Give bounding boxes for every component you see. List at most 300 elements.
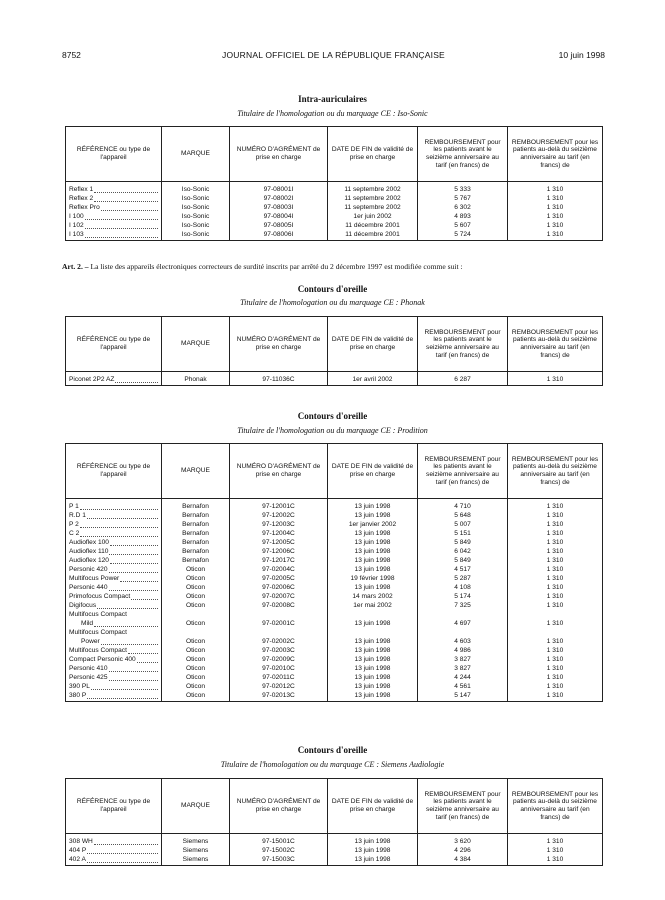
table-row (66, 521, 603, 530)
column-header-ref: RÉFÉRENCE ou type de l'appareil (66, 779, 162, 834)
cell-date-fin (328, 611, 418, 620)
column-header-marque: MARQUE (162, 444, 230, 499)
column-header-remb-apres: REMBOURSEMENT pour les patients au-delà du seizième anniversaire au tarif (en francs) de (508, 779, 603, 834)
leader-dots (91, 683, 158, 690)
cell-remb-apres: 1 310 (508, 602, 603, 611)
cell-marque: Phonak (162, 372, 230, 386)
cell-remb-avant: 5 174 (418, 593, 508, 602)
cell-reference (66, 512, 162, 521)
cell-marque: Bernafon (162, 539, 230, 548)
cell-date-fin: 13 juin 1998 (328, 539, 418, 548)
reference-text: Reflex Pro (69, 204, 100, 211)
article-text: La liste des appareils électroniques correcteurs de surdité inscrits par arrêté du 2 décembre 1997 est modifiée comme suit : (90, 262, 463, 271)
cell-remb-avant: 5 648 (418, 512, 508, 521)
table-row (66, 566, 603, 575)
cell-remb-apres: 1 310 (508, 195, 603, 204)
table-row (66, 530, 603, 539)
table-row (66, 213, 603, 222)
table-row (66, 683, 603, 692)
reference-text: P 1 (69, 503, 79, 510)
column-header-numero: NUMÉRO D'AGRÉMENT de prise en charge (230, 444, 328, 499)
column-header-numero: NUMÉRO D'AGRÉMENT de prise en charge (230, 127, 328, 182)
cell-date-fin: 13 juin 1998 (328, 665, 418, 674)
section-subtitle: Titulaire de l'homologation ou du marquage CE : Prodition (237, 426, 428, 435)
cell-remb-avant (418, 611, 508, 620)
cell-remb-avant: 4 296 (418, 847, 508, 856)
cell-remb-apres: 1 310 (508, 584, 603, 593)
cell-date-fin: 13 juin 1998 (328, 620, 418, 629)
cell-remb-avant: 5 147 (418, 692, 508, 702)
leader-dots (137, 656, 158, 663)
leader-dots (110, 539, 158, 546)
cell-remb-apres: 1 310 (508, 847, 603, 856)
cell-date-fin: 11 septembre 2002 (328, 195, 418, 204)
cell-numero: 97-02007C (230, 593, 328, 602)
cell-remb-apres: 1 310 (508, 566, 603, 575)
column-header-remb-apres: REMBOURSEMENT pour les patients au-delà du seizième anniversaire au tarif (en francs) de (508, 317, 603, 372)
table-phonak (65, 316, 603, 386)
cell-numero: 97-12004C (230, 530, 328, 539)
cell-remb-apres (508, 611, 603, 620)
cell-remb-apres: 1 310 (508, 593, 603, 602)
cell-remb-apres: 1 310 (508, 213, 603, 222)
cell-numero: 97-08005I (230, 222, 328, 231)
cell-reference (66, 204, 162, 213)
cell-reference (66, 647, 162, 656)
table-row (66, 620, 603, 629)
cell-reference (66, 548, 162, 557)
cell-remb-apres: 1 310 (508, 638, 603, 647)
cell-date-fin: 13 juin 1998 (328, 557, 418, 566)
cell-remb-avant: 6 042 (418, 548, 508, 557)
cell-remb-avant: 3 827 (418, 656, 508, 665)
leader-dots (109, 584, 159, 591)
cell-remb-apres: 1 310 (508, 674, 603, 683)
table-header-row (66, 444, 603, 499)
reference-text: Multifocus Compact (69, 611, 127, 618)
reference-text: Personic 410 (69, 664, 108, 672)
cell-remb-avant: 4 603 (418, 638, 508, 647)
leader-dots (85, 231, 158, 238)
leader-dots (80, 503, 158, 510)
cell-remb-apres: 1 310 (508, 665, 603, 674)
cell-numero: 97-12006C (230, 548, 328, 557)
cell-reference (66, 521, 162, 530)
cell-date-fin: 13 juin 1998 (328, 530, 418, 539)
article-label: Art. 2. – (62, 262, 89, 271)
cell-remb-avant: 6 287 (418, 372, 508, 386)
leader-dots (87, 856, 158, 863)
table-row (66, 195, 603, 204)
cell-date-fin: 19 février 1998 (328, 575, 418, 584)
cell-marque: Siemens (162, 847, 230, 856)
reference-text: Piconet 2P2 AZ (69, 376, 115, 383)
table-row (66, 647, 603, 656)
table-row (66, 512, 603, 521)
cell-remb-apres (508, 629, 603, 638)
cell-remb-avant: 4 517 (418, 566, 508, 575)
cell-remb-avant: 4 108 (418, 584, 508, 593)
cell-numero: 97-02005C (230, 575, 328, 584)
cell-numero: 97-02004C (230, 566, 328, 575)
cell-reference (66, 539, 162, 548)
cell-marque: Oticon (162, 638, 230, 647)
cell-numero (230, 611, 328, 620)
cell-numero: 97-02008C (230, 602, 328, 611)
cell-numero: 97-08003I (230, 204, 328, 213)
leader-dots (94, 186, 158, 193)
cell-remb-avant: 4 384 (418, 856, 508, 866)
cell-numero: 97-15003C (230, 856, 328, 866)
cell-remb-avant: 5 607 (418, 222, 508, 231)
cell-reference (66, 638, 162, 647)
issue-date: 10 juin 1998 (558, 50, 605, 60)
cell-reference (66, 222, 162, 231)
cell-remb-avant: 4 893 (418, 213, 508, 222)
cell-remb-avant: 3 827 (418, 665, 508, 674)
reference-text: Digifocus (69, 602, 97, 609)
cell-marque: Bernafon (162, 521, 230, 530)
reference-text: 402 A (69, 856, 86, 863)
reference-text: Audioflex 120 (69, 557, 109, 564)
leader-dots (94, 838, 158, 845)
table-row (66, 548, 603, 557)
reference-text: Compact Personic 400 (69, 655, 136, 663)
table-header-row (66, 317, 603, 372)
cell-reference (66, 575, 162, 584)
cell-numero: 97-02011C (230, 674, 328, 683)
leader-dots (94, 195, 158, 202)
table-row (66, 638, 603, 647)
reference-text: Primofocus Compact (69, 593, 131, 600)
cell-remb-avant: 5 333 (418, 182, 508, 196)
cell-reference (66, 656, 162, 665)
table-row (66, 182, 603, 196)
cell-marque (162, 611, 230, 620)
cell-date-fin: 1er mai 2002 (328, 602, 418, 611)
cell-reference (66, 231, 162, 241)
cell-marque: Bernafon (162, 499, 230, 513)
column-header-remb-avant: REMBOURSEMENT pour les patients avant le seizième anniversaire au tarif (en francs) de (418, 127, 508, 182)
cell-marque: Siemens (162, 834, 230, 848)
column-header-ref: RÉFÉRENCE ou type de l'appareil (66, 127, 162, 182)
cell-remb-apres: 1 310 (508, 530, 603, 539)
cell-remb-apres: 1 310 (508, 182, 603, 196)
reference-text: Multifocus Power (69, 575, 120, 582)
page-header (62, 50, 605, 62)
cell-marque: Bernafon (162, 512, 230, 521)
leader-dots (80, 530, 158, 537)
cell-marque: Oticon (162, 620, 230, 629)
cell-marque: Oticon (162, 656, 230, 665)
table-row (66, 222, 603, 231)
cell-date-fin: 13 juin 1998 (328, 647, 418, 656)
cell-numero: 97-08004I (230, 213, 328, 222)
cell-marque: Iso-Sonic (162, 231, 230, 241)
reference-text: 380 P (69, 691, 87, 699)
column-header-date-fin: DATE DE FIN de validité de prise en charge (328, 127, 418, 182)
cell-reference (66, 629, 162, 638)
cell-reference (66, 593, 162, 602)
cell-marque: Bernafon (162, 557, 230, 566)
table-row (66, 602, 603, 611)
cell-reference (66, 692, 162, 702)
table-row (66, 656, 603, 665)
reference-text: Personic 425 (69, 673, 108, 681)
cell-date-fin: 11 décembre 2001 (328, 222, 418, 231)
cell-remb-apres: 1 310 (508, 548, 603, 557)
cell-marque: Oticon (162, 647, 230, 656)
table-header-row (66, 779, 603, 834)
cell-numero: 97-08006I (230, 231, 328, 241)
cell-date-fin: 13 juin 1998 (328, 638, 418, 647)
leader-dots (115, 376, 158, 383)
table-iso-sonic (65, 126, 603, 241)
column-header-ref: RÉFÉRENCE ou type de l'appareil (66, 444, 162, 499)
cell-date-fin (328, 629, 418, 638)
cell-numero: 97-02002C (230, 638, 328, 647)
cell-date-fin: 13 juin 1998 (328, 566, 418, 575)
cell-marque: Oticon (162, 602, 230, 611)
reference-text: Audioflex 110 (69, 548, 109, 555)
table-header-row (66, 127, 603, 182)
section-subtitle: Titulaire de l'homologation ou du marquage CE : Siemens Audiologie (220, 760, 445, 769)
cell-reference (66, 611, 162, 620)
cell-remb-avant: 5 287 (418, 575, 508, 584)
cell-date-fin: 11 septembre 2002 (328, 182, 418, 196)
reference-text: Personic 440 (69, 584, 108, 591)
article-2 (62, 262, 602, 271)
section-title: Contours d'oreille (297, 284, 368, 294)
reference-text: Multifocus Compact (69, 646, 127, 654)
column-header-marque: MARQUE (162, 317, 230, 372)
cell-marque: Oticon (162, 683, 230, 692)
column-header-remb-avant: REMBOURSEMENT pour les patients avant le seizième anniversaire au tarif (en francs) de (418, 444, 508, 499)
reference-text: 404 P (69, 847, 87, 854)
table-row (66, 611, 603, 620)
leader-dots (109, 548, 158, 555)
reference-text: 390 PL (69, 682, 90, 690)
section-title: Intra-auriculaires (298, 94, 367, 104)
cell-date-fin: 13 juin 1998 (328, 856, 418, 866)
leader-dots (87, 847, 158, 854)
cell-remb-apres: 1 310 (508, 557, 603, 566)
cell-reference (66, 584, 162, 593)
leader-dots (101, 638, 158, 645)
reference-text: I 103 (69, 231, 84, 238)
cell-reference (66, 856, 162, 866)
cell-reference (66, 620, 162, 629)
leader-dots (109, 566, 159, 573)
cell-reference (66, 602, 162, 611)
column-header-numero: NUMÉRO D'AGRÉMENT de prise en charge (230, 317, 328, 372)
cell-remb-avant: 5 849 (418, 557, 508, 566)
cell-date-fin: 1er avril 2002 (328, 372, 418, 386)
table-row (66, 593, 603, 602)
cell-numero: 97-02001C (230, 620, 328, 629)
reference-text: Personic 420 (69, 566, 108, 573)
leader-dots (80, 521, 158, 528)
cell-numero: 97-08001I (230, 182, 328, 196)
cell-numero: 97-12003C (230, 521, 328, 530)
cell-marque: Siemens (162, 856, 230, 866)
column-header-numero: NUMÉRO D'AGRÉMENT de prise en charge (230, 779, 328, 834)
reference-text: P 2 (69, 521, 79, 528)
column-header-remb-avant: REMBOURSEMENT pour les patients avant le seizième anniversaire au tarif (en francs) de (418, 317, 508, 372)
cell-date-fin: 13 juin 1998 (328, 683, 418, 692)
table-prodition (65, 443, 603, 702)
cell-date-fin: 13 juin 1998 (328, 512, 418, 521)
reference-text: Audioflex 100 (69, 539, 109, 546)
cell-remb-avant: 4 244 (418, 674, 508, 683)
section-title: Contours d'oreille (297, 411, 368, 421)
reference-text: Reflex 1 (69, 186, 94, 193)
cell-remb-apres: 1 310 (508, 512, 603, 521)
cell-reference (66, 499, 162, 513)
cell-remb-avant: 5 767 (418, 195, 508, 204)
leader-dots (87, 512, 158, 519)
cell-remb-apres: 1 310 (508, 539, 603, 548)
cell-remb-apres: 1 310 (508, 683, 603, 692)
cell-numero: 97-02013C (230, 692, 328, 702)
reference-text: Reflex 2 (69, 195, 94, 202)
column-header-date-fin: DATE DE FIN de validité de prise en charge (328, 444, 418, 499)
leader-dots (109, 665, 159, 672)
cell-marque: Oticon (162, 692, 230, 702)
cell-date-fin: 11 décembre 2001 (328, 231, 418, 241)
table-row (66, 575, 603, 584)
table-row (66, 204, 603, 213)
table-row (66, 499, 603, 513)
cell-reference (66, 566, 162, 575)
cell-numero: 97-02010C (230, 665, 328, 674)
cell-date-fin: 1er juin 2002 (328, 213, 418, 222)
leader-dots (120, 575, 158, 582)
table-row (66, 692, 603, 702)
cell-numero: 97-12001C (230, 499, 328, 513)
table-row (66, 674, 603, 683)
cell-reference (66, 557, 162, 566)
cell-remb-avant (418, 629, 508, 638)
cell-remb-avant: 4 561 (418, 683, 508, 692)
cell-numero: 97-02003C (230, 647, 328, 656)
cell-remb-avant: 7 325 (418, 602, 508, 611)
cell-remb-apres: 1 310 (508, 575, 603, 584)
leader-dots (87, 692, 158, 699)
leader-dots (109, 674, 159, 681)
table-row (66, 372, 603, 386)
cell-marque: Iso-Sonic (162, 195, 230, 204)
cell-reference (66, 665, 162, 674)
cell-remb-apres: 1 310 (508, 521, 603, 530)
cell-numero: 97-11036C (230, 372, 328, 386)
cell-numero: 97-12002C (230, 512, 328, 521)
column-header-date-fin: DATE DE FIN de validité de prise en charge (328, 779, 418, 834)
cell-reference (66, 372, 162, 386)
column-header-remb-avant: REMBOURSEMENT pour les patients avant le seizième anniversaire au tarif (en francs) de (418, 779, 508, 834)
cell-remb-avant: 4 697 (418, 620, 508, 629)
cell-date-fin: 11 septembre 2002 (328, 204, 418, 213)
cell-remb-apres: 1 310 (508, 204, 603, 213)
reference-text: Mild (81, 619, 94, 627)
table-siemens (65, 778, 603, 866)
cell-numero (230, 629, 328, 638)
cell-numero: 97-12005C (230, 539, 328, 548)
cell-marque: Bernafon (162, 548, 230, 557)
reference-text: 308 WH (69, 838, 93, 845)
table-row (66, 231, 603, 241)
cell-marque (162, 629, 230, 638)
cell-date-fin: 13 juin 1998 (328, 584, 418, 593)
leader-dots (110, 557, 158, 564)
reference-text: R.D 1 (69, 512, 86, 519)
column-header-marque: MARQUE (162, 779, 230, 834)
cell-remb-avant: 6 302 (418, 204, 508, 213)
cell-marque: Oticon (162, 665, 230, 674)
table-row (66, 584, 603, 593)
leader-dots (131, 593, 158, 600)
cell-numero: 97-15002C (230, 847, 328, 856)
cell-numero: 97-12017C (230, 557, 328, 566)
cell-reference (66, 530, 162, 539)
cell-remb-avant: 3 620 (418, 834, 508, 848)
cell-date-fin: 13 juin 1998 (328, 499, 418, 513)
cell-date-fin: 13 juin 1998 (328, 847, 418, 856)
table-row (66, 847, 603, 856)
cell-remb-avant: 5 151 (418, 530, 508, 539)
cell-remb-apres: 1 310 (508, 834, 603, 848)
cell-numero: 97-15001C (230, 834, 328, 848)
column-header-date-fin: DATE DE FIN de validité de prise en charge (328, 317, 418, 372)
cell-remb-apres: 1 310 (508, 647, 603, 656)
section-title: Contours d'oreille (297, 745, 368, 755)
cell-marque: Iso-Sonic (162, 182, 230, 196)
leader-dots (128, 647, 158, 654)
reference-text: C 2 (69, 530, 80, 537)
cell-numero: 97-02006C (230, 584, 328, 593)
leader-dots (101, 204, 158, 211)
section-subtitle: Titulaire de l'homologation ou du marquage CE : Iso-Sonic (237, 109, 428, 118)
cell-marque: Oticon (162, 674, 230, 683)
section-subtitle: Titulaire de l'homologation ou du marquage CE : Phonak (240, 298, 425, 307)
leader-dots (85, 213, 158, 220)
cell-marque: Oticon (162, 584, 230, 593)
cell-date-fin: 14 mars 2002 (328, 593, 418, 602)
cell-reference (66, 683, 162, 692)
cell-date-fin: 13 juin 1998 (328, 834, 418, 848)
cell-marque: Oticon (162, 566, 230, 575)
leader-dots (94, 620, 158, 627)
table-row (66, 665, 603, 674)
table-row (66, 629, 603, 638)
cell-marque: Iso-Sonic (162, 213, 230, 222)
cell-remb-apres: 1 310 (508, 372, 603, 386)
cell-reference (66, 195, 162, 204)
column-header-ref: RÉFÉRENCE ou type de l'appareil (66, 317, 162, 372)
cell-reference (66, 674, 162, 683)
cell-remb-apres: 1 310 (508, 222, 603, 231)
journal-title: JOURNAL OFFICIEL DE LA RÉPUBLIQUE FRANÇAISE (222, 50, 445, 60)
leader-dots (97, 602, 158, 609)
cell-remb-apres: 1 310 (508, 692, 603, 702)
column-header-remb-apres: REMBOURSEMENT pour les patients au-delà du seizième anniversaire au tarif (en francs) de (508, 444, 603, 499)
leader-dots (85, 222, 158, 229)
cell-numero: 97-08002I (230, 195, 328, 204)
cell-remb-apres: 1 310 (508, 499, 603, 513)
cell-reference (66, 834, 162, 848)
cell-reference (66, 182, 162, 196)
cell-date-fin: 13 juin 1998 (328, 692, 418, 702)
